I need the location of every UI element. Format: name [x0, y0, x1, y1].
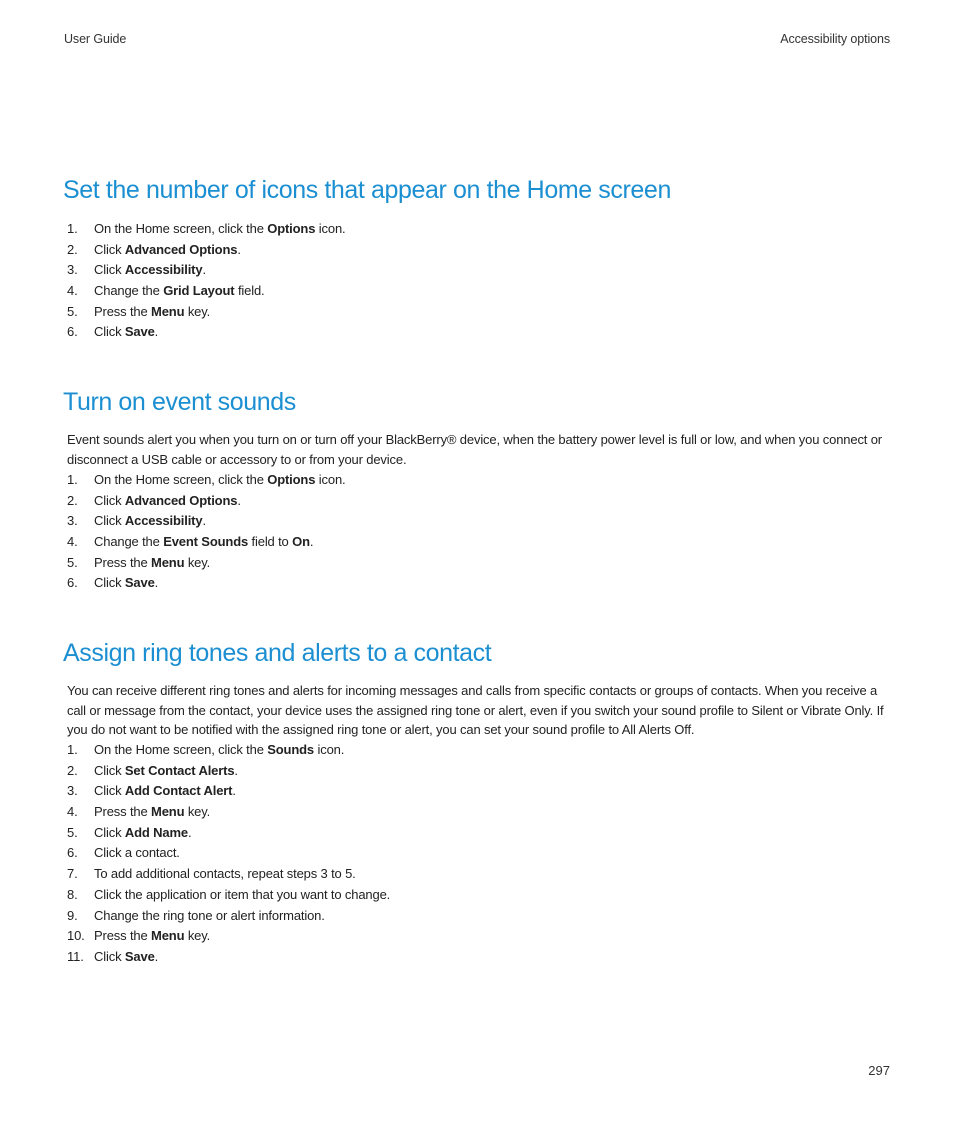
step-text: Click — [94, 513, 125, 529]
step-number: 1. — [67, 742, 78, 757]
step-number: 6. — [67, 324, 78, 340]
step-item — [67, 511, 345, 532]
steps-list-home-icons — [67, 219, 345, 343]
step-item — [67, 864, 390, 885]
step-item — [67, 260, 345, 281]
step-text: Click — [94, 241, 125, 257]
section-title-event-sounds: Turn on event sounds — [63, 388, 296, 416]
steps-list-ring-tones — [67, 740, 390, 968]
step-text: field. — [234, 283, 265, 299]
step-text: Change the — [94, 283, 164, 299]
step-text: To add additional contacts, repeat steps 3 to 5. — [94, 866, 356, 882]
step-number: 6. — [67, 575, 78, 591]
step-text: Click — [94, 575, 125, 591]
step-text: key. — [184, 303, 211, 319]
ui-term: On — [292, 534, 310, 550]
step-item — [67, 532, 345, 553]
step-text: field to — [248, 534, 293, 550]
step-number: 4. — [67, 283, 78, 299]
ui-term: Sounds — [267, 742, 315, 757]
step-number: 3. — [67, 513, 78, 529]
step-text: . — [309, 534, 314, 550]
step-text: On the Home screen, click the — [94, 221, 268, 236]
section-title-ring-tones: Assign ring tones and alerts to a contact — [63, 639, 492, 667]
step-text: . — [232, 783, 236, 799]
step-item — [67, 573, 345, 594]
step-text: . — [154, 324, 159, 340]
step-text: Click — [94, 762, 125, 778]
step-number: 4. — [67, 534, 78, 550]
step-number: 7. — [67, 866, 78, 882]
ui-term: Save — [124, 948, 155, 964]
step-number: 5. — [67, 824, 78, 840]
step-item — [67, 802, 390, 823]
ui-term: Options — [267, 472, 316, 487]
step-text: On the Home screen, click the — [94, 742, 268, 757]
step-text: Press the — [94, 554, 152, 570]
step-number: 6. — [67, 845, 78, 861]
step-item — [67, 843, 390, 864]
step-text: Change the — [94, 534, 164, 550]
step-text: Change the ring tone or alert information. — [94, 907, 325, 923]
step-item — [67, 947, 390, 968]
step-text: . — [237, 241, 241, 257]
step-item — [67, 470, 345, 491]
step-number: 1. — [67, 472, 78, 487]
step-item — [67, 240, 345, 261]
ui-term: Options — [267, 221, 316, 236]
ui-term: Add Contact Alert — [124, 783, 233, 799]
step-text: icon. — [315, 221, 346, 236]
step-number: 3. — [67, 262, 78, 278]
step-text: key. — [184, 554, 211, 570]
step-item — [67, 219, 345, 240]
step-item — [67, 781, 390, 802]
step-number: 8. — [67, 886, 78, 902]
ui-term: Accessibility — [124, 513, 203, 529]
step-text: Click — [94, 262, 125, 278]
section-title-home-icons: Set the number of icons that appear on the Home screen — [63, 176, 671, 204]
steps-list-event-sounds — [67, 470, 345, 594]
step-number: 2. — [67, 762, 78, 778]
page-number: 297 — [868, 1063, 890, 1078]
ui-term: Grid Layout — [163, 283, 235, 299]
ui-term: Set Contact Alerts — [124, 762, 235, 778]
running-header-section: Accessibility options — [780, 32, 890, 46]
step-text: key. — [184, 928, 211, 944]
step-text: . — [187, 824, 192, 840]
step-text: key. — [184, 804, 211, 820]
step-text: Click — [94, 324, 125, 340]
step-item — [67, 322, 345, 343]
step-text: Click — [94, 783, 125, 799]
ui-term: Advanced Options — [124, 492, 238, 508]
step-text: Press the — [94, 928, 152, 944]
step-text: Click the application or item that you want to change. — [94, 886, 391, 902]
step-text: . — [154, 575, 159, 591]
step-number: 2. — [67, 492, 78, 508]
step-item — [67, 281, 345, 302]
step-item — [67, 906, 390, 927]
ui-term: Menu — [151, 303, 185, 319]
step-text: Click — [94, 948, 125, 964]
ui-term: Save — [124, 324, 155, 340]
ui-term: Save — [124, 575, 155, 591]
step-item — [67, 926, 390, 947]
step-text: . — [234, 762, 238, 778]
ui-term: Menu — [151, 554, 185, 570]
step-item — [67, 885, 390, 906]
section-intro-event-sounds: Event sounds alert you when you turn on or turn off your BlackBerry® device, when the battery power level is full or low, and when you connect or disconnect a USB cable or accessory to or from your device. — [67, 432, 882, 467]
step-item — [67, 740, 390, 761]
step-number: 5. — [67, 554, 78, 570]
ui-term: Menu — [151, 804, 185, 820]
step-text: Click a contact. — [94, 845, 180, 861]
step-text: On the Home screen, click the — [94, 472, 268, 487]
step-text: . — [237, 492, 241, 508]
step-text: Click — [94, 492, 125, 508]
step-item — [67, 302, 345, 323]
step-number: 10. — [67, 928, 85, 944]
step-number: 4. — [67, 804, 78, 820]
step-number: 1. — [67, 221, 78, 236]
ui-term: Advanced Options — [124, 241, 238, 257]
step-item — [67, 823, 390, 844]
step-text: icon. — [315, 472, 346, 487]
step-number: 11. — [67, 948, 84, 964]
step-text: Press the — [94, 804, 152, 820]
step-number: 5. — [67, 303, 78, 319]
step-item — [67, 553, 345, 574]
ui-term: Menu — [151, 928, 185, 944]
step-number: 3. — [67, 783, 78, 799]
step-text: Press the — [94, 303, 152, 319]
step-number: 2. — [67, 241, 78, 257]
step-text: . — [202, 262, 206, 278]
ui-term: Accessibility — [124, 262, 203, 278]
step-text: . — [202, 513, 206, 529]
step-number: 9. — [67, 907, 78, 923]
running-header-title: User Guide — [64, 32, 127, 46]
step-text: icon. — [314, 742, 345, 757]
step-text: . — [154, 948, 159, 964]
step-item — [67, 491, 345, 512]
section-intro-ring-tones: You can receive different ring tones and alerts for incoming messages and calls from specific contacts or groups of contacts. When you receive a call or message from the contact, your device uses the assigned ring tone or alert, even if you switch your sound profile to Silent or Vibrate Only. If you do not want to be notified with the assigned ring tone or alert, you can set your sound profile to All Alerts Off. — [67, 683, 884, 738]
ui-term: Event Sounds — [163, 534, 249, 550]
step-text: Click — [94, 824, 125, 840]
step-item — [67, 761, 390, 782]
ui-term: Add Name — [124, 824, 188, 840]
